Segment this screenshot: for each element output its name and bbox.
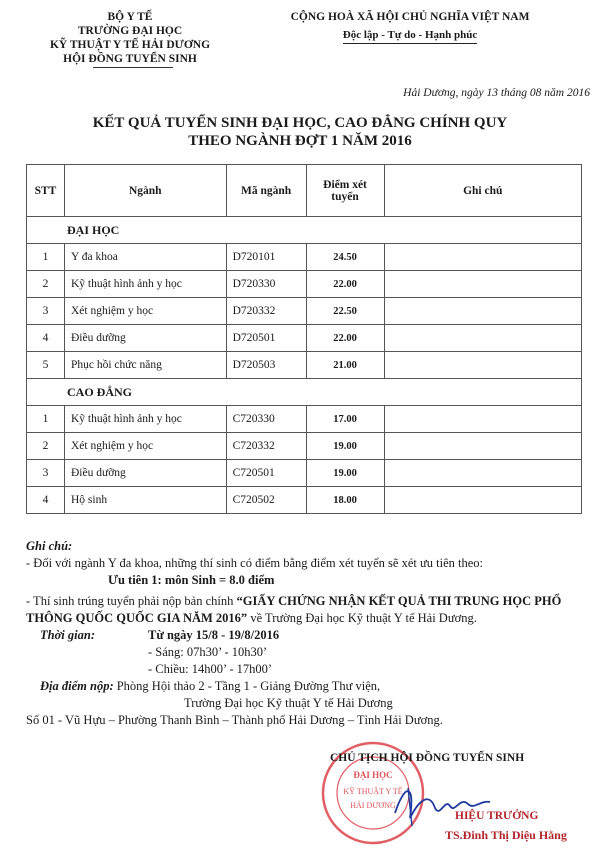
signature-title: CHỦ TỊCH HỘI ĐỒNG TUYỂN SINH <box>330 752 525 764</box>
table-row <box>27 271 582 298</box>
time-label: Thời gian: <box>40 628 95 642</box>
council-name: HỘI ĐỒNG TUYỂN SINH <box>63 53 197 65</box>
afternoon-row <box>26 661 596 678</box>
cell-nganh: Kỹ thuật hình ảnh y học <box>64 406 226 433</box>
table-row <box>27 298 582 325</box>
notes-line2 <box>26 593 596 627</box>
table-row <box>27 244 582 271</box>
cell-nganh: Kỹ thuật hình ảnh y học <box>64 271 226 298</box>
table-header-row <box>27 165 582 217</box>
cell-ma-nganh: C720501 <box>226 460 306 487</box>
morning-hours: - Sáng: 07h30’ - 10h30’ <box>148 645 268 659</box>
cell-ghi-chu <box>384 244 582 271</box>
cell-stt: 3 <box>27 460 65 487</box>
header-ghi-chu: Ghi chú <box>384 165 582 217</box>
table-row <box>27 460 582 487</box>
school-name-line1: TRƯỜNG ĐẠI HỌC <box>77 25 183 37</box>
header-diem-label: Điểm xét tuyển <box>323 178 367 203</box>
ministry-name: BỘ Y TẾ <box>107 11 153 23</box>
place-label: Địa điểm nộp: <box>40 679 114 693</box>
header-stt: STT <box>27 165 65 217</box>
svg-text:KỸ THUẬT Y TẾ: KỸ THUẬT Y TẾ <box>343 787 403 796</box>
cell-ma-nganh: D720501 <box>226 325 306 352</box>
cell-stt: 4 <box>27 487 65 514</box>
cell-ma-nganh: C720502 <box>226 487 306 514</box>
cell-diem: 21.00 <box>306 352 384 379</box>
notes-line2-suffix: về Trường Đại học Kỹ thuật Y tế Hải Dương. <box>247 611 477 625</box>
cell-diem: 22.50 <box>306 298 384 325</box>
cell-diem: 22.00 <box>306 271 384 298</box>
header-nganh: Ngành <box>64 165 226 217</box>
cell-ma-nganh: D720332 <box>226 298 306 325</box>
place-line2: Trường Đại học Kỹ thuật Y tế Hải Dương <box>184 696 393 710</box>
title-line2: THEO NGÀNH ĐỢT 1 NĂM 2016 <box>188 133 412 149</box>
school-name-line2: KỸ THUẬT Y TẾ HẢI DƯƠNG <box>49 39 211 51</box>
national-motto: Độc lập - Tự do - Hạnh phúc <box>343 28 477 44</box>
cell-stt: 1 <box>27 244 65 271</box>
national-title: CỘNG HOÀ XÃ HỘI CHỦ NGHĨA VIỆT NAM <box>290 11 530 23</box>
cell-nganh: Điều dưỡng <box>64 325 226 352</box>
cell-diem: 19.00 <box>306 460 384 487</box>
svg-text:ĐẠI HỌC: ĐẠI HỌC <box>353 770 393 780</box>
cell-stt: 1 <box>27 406 65 433</box>
section-row <box>27 379 582 406</box>
priority-rule: Ưu tiên 1: môn Sinh = 8.0 điểm <box>108 573 275 587</box>
cell-ghi-chu <box>384 325 582 352</box>
cell-ma-nganh: D720101 <box>226 244 306 271</box>
cell-diem: 17.00 <box>306 406 384 433</box>
results-table <box>26 164 582 514</box>
table-row <box>27 406 582 433</box>
document-title <box>0 114 600 150</box>
morning-row <box>26 644 596 661</box>
notes-section <box>26 538 596 729</box>
cell-ma-nganh: D720330 <box>226 271 306 298</box>
svg-text:HẢI DƯƠNG: HẢI DƯƠNG <box>350 801 396 810</box>
header-left <box>0 10 260 66</box>
cell-nganh: Phục hồi chức năng <box>64 352 226 379</box>
cell-ghi-chu <box>384 298 582 325</box>
table-row <box>27 352 582 379</box>
signature-position: HIỆU TRƯỞNG <box>455 810 539 822</box>
cell-nganh: Xét nghiệm y học <box>64 433 226 460</box>
cell-nganh: Y đa khoa <box>64 244 226 271</box>
title-line1: KẾT QUẢ TUYỂN SINH ĐẠI HỌC, CAO ĐẲNG CHÍNH QUY <box>92 115 508 131</box>
table-body <box>27 217 582 514</box>
cell-stt: 3 <box>27 298 65 325</box>
section-row <box>27 217 582 244</box>
address: Số 01 - Vũ Hựu – Phường Thanh Bình – Thành phố Hải Dương – Tỉnh Hải Dương. <box>26 713 443 727</box>
cell-ghi-chu <box>384 460 582 487</box>
cell-diem: 18.00 <box>306 487 384 514</box>
header-diem <box>306 165 384 217</box>
header-right <box>225 10 595 44</box>
cell-diem: 19.00 <box>306 433 384 460</box>
section-title: CAO ĐẲNG <box>27 379 582 406</box>
afternoon-hours: - Chiều: 14h00’ - 17h00’ <box>148 662 273 676</box>
time-range: Từ ngày 15/8 - 19/8/2016 <box>148 628 280 642</box>
cell-ghi-chu <box>384 406 582 433</box>
cell-diem: 22.00 <box>306 325 384 352</box>
section-title: ĐẠI HỌC <box>27 217 582 244</box>
header-left-rule <box>93 67 173 68</box>
table-row <box>27 433 582 460</box>
cell-nganh: Xét nghiệm y học <box>64 298 226 325</box>
cell-diem: 24.50 <box>306 244 384 271</box>
cell-nganh: Hộ sinh <box>64 487 226 514</box>
cell-ghi-chu <box>384 487 582 514</box>
signature-name: TS.Đinh Thị Diệu Hằng <box>445 828 567 842</box>
document-date: Hải Dương, ngày 13 tháng 08 năm 2016 <box>403 87 590 99</box>
cell-ghi-chu <box>384 271 582 298</box>
notes-line2-prefix: - Thí sinh trúng tuyển phải nộp bản chính <box>26 594 237 608</box>
notes-label: Ghi chú: <box>26 539 73 553</box>
place-line1: Phòng Hội thảo 2 - Tầng 1 - Giảng Đường Thư viện, <box>113 679 381 693</box>
cell-stt: 2 <box>27 271 65 298</box>
cell-stt: 5 <box>27 352 65 379</box>
time-row <box>26 627 596 644</box>
cell-nganh: Điều dưỡng <box>64 460 226 487</box>
cell-ghi-chu <box>384 433 582 460</box>
cell-ma-nganh: C720332 <box>226 433 306 460</box>
cell-ma-nganh: C720330 <box>226 406 306 433</box>
table-row <box>27 487 582 514</box>
place-row <box>26 678 596 695</box>
cell-ghi-chu <box>384 352 582 379</box>
cell-stt: 4 <box>27 325 65 352</box>
cell-stt: 2 <box>27 433 65 460</box>
notes-line2-certificate: “GIẤY CHỨNG NHẬN KẾT QUẢ THI TRUNG HỌC PHỔ THÔNG QUỐC QUỐC GIA NĂM 2016” <box>26 594 562 625</box>
header-ma-nganh: Mã ngành <box>226 165 306 217</box>
notes-line1: - Đối với ngành Y đa khoa, những thí sinh có điểm bằng điểm xét tuyển sẽ xét ưu tiên theo: <box>26 556 483 570</box>
cell-ma-nganh: D720503 <box>226 352 306 379</box>
table-row <box>27 325 582 352</box>
